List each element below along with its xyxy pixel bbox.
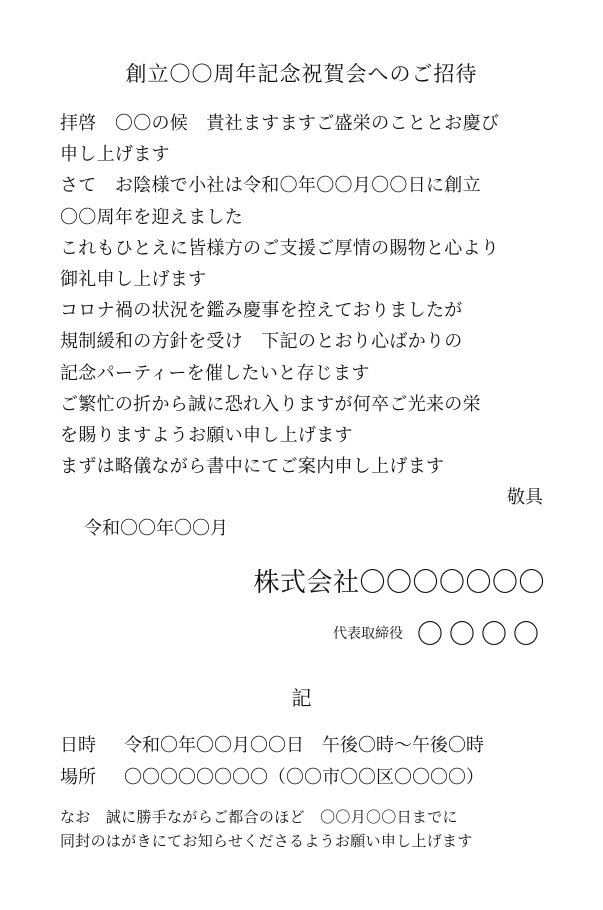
body-line: 御礼申し上げます: [60, 268, 207, 290]
body-line: を賜りますようお願い申し上げます: [60, 424, 353, 446]
body-line: 拝啓 〇〇の候 貴社ますますご盛栄のこととお慶び: [60, 113, 500, 134]
letter-title: 創立〇〇周年記念祝賀会へのご招待: [125, 62, 478, 86]
body-line: まずは略儀ながら書中にてご案内申し上げます: [60, 456, 445, 478]
detail-label: 日時: [60, 735, 96, 756]
detail-value: 〇〇〇〇〇〇〇〇（〇〇市〇〇区〇〇〇〇）: [124, 767, 484, 788]
body-line: 〇〇周年を迎えました: [60, 206, 243, 228]
representative: [333, 614, 545, 651]
body-line: 申し上げます: [60, 144, 170, 166]
letter-date: 令和〇〇年〇〇月: [84, 518, 228, 539]
body-line: 記念パーティーを催したいと存じます: [60, 362, 370, 384]
body-line: これもひとえに皆様方のご支援ご厚情の賜物と心より: [60, 237, 500, 259]
detail-row-datetime: [60, 730, 484, 762]
ki-heading: 記: [291, 686, 312, 710]
detail-label: 場所: [60, 767, 96, 788]
representative-name: 〇〇〇〇: [416, 620, 545, 650]
body-line: ご繁忙の折から誠に恐れ入りますが何卒ご光来の栄: [60, 393, 481, 415]
body-line: コロナ禍の状況を鑑み慶事を控えておりましたが: [60, 300, 463, 322]
note-line: なお 誠に勝手ながらご都合のほど 〇〇月〇〇日までに: [60, 808, 458, 826]
note-line: 同封のはがきにてお知らせくださるようお願い申し上げます: [60, 832, 473, 850]
detail-row-venue: [60, 762, 484, 794]
detail-value: 令和〇年〇〇月〇〇日 午後〇時～午後〇時: [124, 735, 484, 756]
body-line: さて お陰様で小社は令和〇年〇〇月〇〇日に創立: [60, 175, 481, 197]
body-line: 規制緩和の方針を受け 下記のとおり心ばかりの: [60, 331, 463, 353]
event-details: [60, 730, 484, 794]
rsvp-note: [60, 805, 473, 853]
company-name: 株式会社〇〇〇〇〇〇〇: [253, 568, 545, 598]
letter-body: [60, 108, 550, 482]
representative-title: 代表取締役: [332, 625, 403, 642]
closing-salutation: 敬具: [507, 487, 543, 508]
